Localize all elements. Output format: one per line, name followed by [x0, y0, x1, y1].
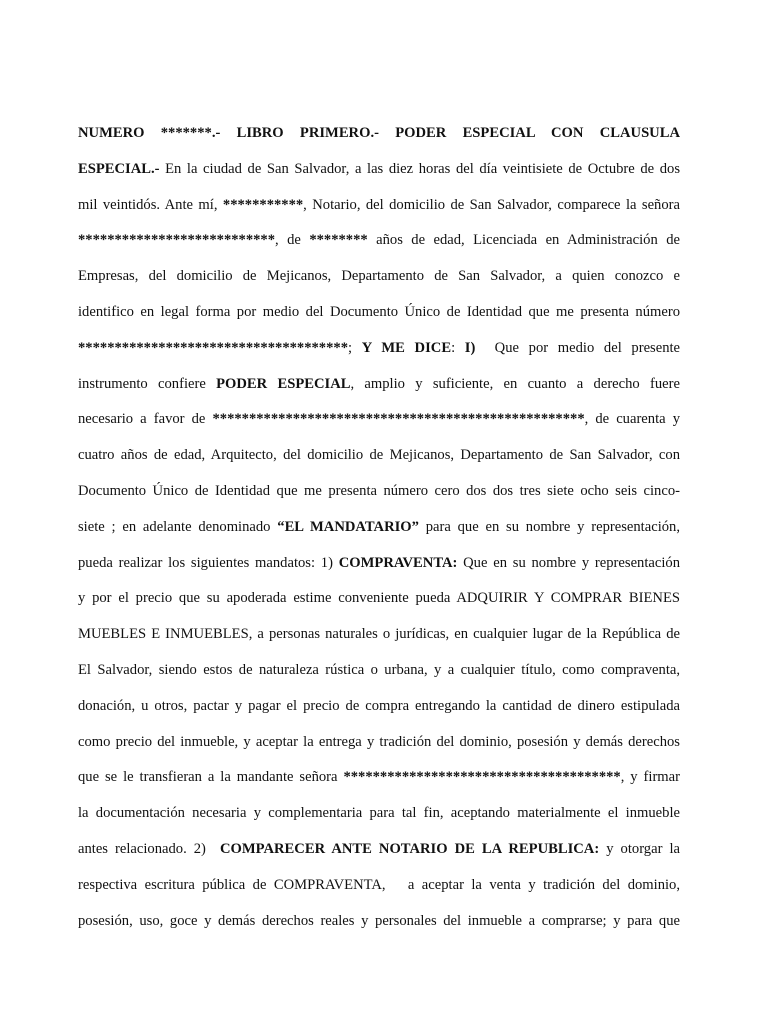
text-line — [78, 546, 680, 582]
text-line — [78, 868, 680, 904]
text-segment: donación, u otros, pactar y pagar el precio de compra entregando la cantidad de dinero estipulada — [78, 697, 680, 714]
text-segment: que se le transfieran a la mandante señora — [78, 769, 344, 786]
text-segment: Documento Único de Identidad que me presenta número cero dos dos tres siete ocho seis cinco- — [78, 482, 680, 499]
text-segment: y otorgar la — [599, 840, 680, 857]
text-segment: como precio del inmueble, y aceptar la entrega y tradición del dominio, posesión y demás derechos — [78, 733, 680, 750]
text-segment: , y firmar — [620, 769, 680, 786]
text-line — [78, 116, 680, 152]
document-body — [78, 116, 680, 939]
bold-text-segment: COMPARECER ANTE NOTARIO DE LA REPUBLICA: — [219, 840, 600, 857]
text-segment: para que en su nombre y representación, — [418, 518, 680, 535]
bold-text-segment: COMPRAVENTA: — [338, 554, 458, 571]
bold-text-segment: PODER ESPECIAL — [216, 375, 351, 392]
text-line — [78, 474, 680, 510]
text-line — [78, 259, 680, 295]
text-line — [78, 581, 680, 617]
text-line — [78, 367, 680, 403]
bold-text-segment: ESPECIAL.- — [78, 160, 160, 177]
text-segment: y por el precio que su apoderada estime conveniente pueda ADQUIRIR Y COMPRAR BIENES — [78, 590, 680, 607]
text-line — [78, 152, 680, 188]
text-segment: ; — [347, 339, 362, 356]
text-segment: antes relacionado. 2) — [78, 840, 220, 857]
bold-text-segment: *************************** — [78, 232, 276, 249]
bold-text-segment: NUMERO *******.- LIBRO PRIMERO.- PODER ESPECIAL CON CLAUSULA — [78, 125, 680, 141]
bold-text-segment: “EL MANDATARIO” — [277, 518, 419, 535]
bold-text-segment: Y ME DICE — [361, 339, 452, 356]
text-line — [78, 904, 680, 940]
text-segment: pueda realizar los siguientes mandatos: 1) — [78, 554, 339, 571]
bold-text-segment: ************************************* — [78, 339, 348, 356]
text-line — [78, 331, 680, 367]
bold-text-segment: *************************************************** — [212, 411, 585, 428]
text-segment: posesión, uso, goce y demás derechos reales y personales del inmueble a comprarse; y para que — [78, 912, 680, 929]
text-line — [78, 617, 680, 653]
text-segment: Que en su nombre y representación — [457, 554, 680, 571]
text-segment: instrumento confiere — [78, 375, 217, 392]
bold-text-segment: *********** — [222, 196, 304, 213]
text-line — [78, 653, 680, 689]
text-segment: Empresas, del domicilio de Mejicanos, Departamento de San Salvador, a quien conozco e — [78, 268, 680, 285]
bold-text-segment: I) — [464, 339, 476, 356]
text-line — [78, 402, 680, 438]
text-line — [78, 188, 680, 224]
text-segment: MUEBLES E INMUEBLES, a personas naturales o jurídicas, en cualquier lugar de la República de — [78, 626, 680, 643]
text-line — [78, 223, 680, 259]
bold-text-segment: ************************************** — [343, 769, 621, 786]
text-line — [78, 796, 680, 832]
text-segment: , de — [275, 232, 310, 249]
text-segment: identifico en legal forma por medio del Documento Único de Identidad que me presenta número — [78, 303, 680, 320]
text-segment: : — [451, 339, 465, 356]
text-line — [78, 832, 680, 868]
text-segment: la documentación necesaria y complementaria para tal fin, aceptando materialmente el inmueble — [78, 805, 680, 822]
text-segment: siete ; en adelante denominado — [78, 518, 278, 535]
text-line — [78, 438, 680, 474]
text-segment: , Notario, del domicilio de San Salvador, comparece la señora — [303, 196, 680, 213]
text-segment: cuatro años de edad, Arquitecto, del domicilio de Mejicanos, Departamento de San Salvador, con — [78, 447, 680, 464]
text-segment: , de cuarenta y — [584, 411, 680, 428]
text-line — [78, 689, 680, 725]
text-segment: mil veintidós. Ante mí, — [78, 196, 223, 213]
text-segment: El Salvador, siendo estos de naturaleza rústica o urbana, y a cualquier título, como compraventa, — [78, 661, 680, 678]
text-line — [78, 510, 680, 546]
text-line — [78, 295, 680, 331]
text-segment: respectiva escritura pública de COMPRAVENTA, a aceptar la venta y tradición del dominio, — [78, 876, 680, 893]
text-segment: Que por medio del presente — [475, 339, 680, 356]
text-line — [78, 760, 680, 796]
text-segment: , amplio y suficiente, en cuanto a derecho fuere — [350, 375, 680, 392]
text-segment: años de edad, Licenciada en Administración de — [367, 232, 680, 249]
text-segment: necesario a favor de — [78, 411, 213, 428]
bold-text-segment: ******** — [309, 232, 368, 249]
text-segment: En la ciudad de San Salvador, a las diez horas del día veintisiete de Octubre de dos — [159, 160, 680, 177]
text-line — [78, 725, 680, 761]
